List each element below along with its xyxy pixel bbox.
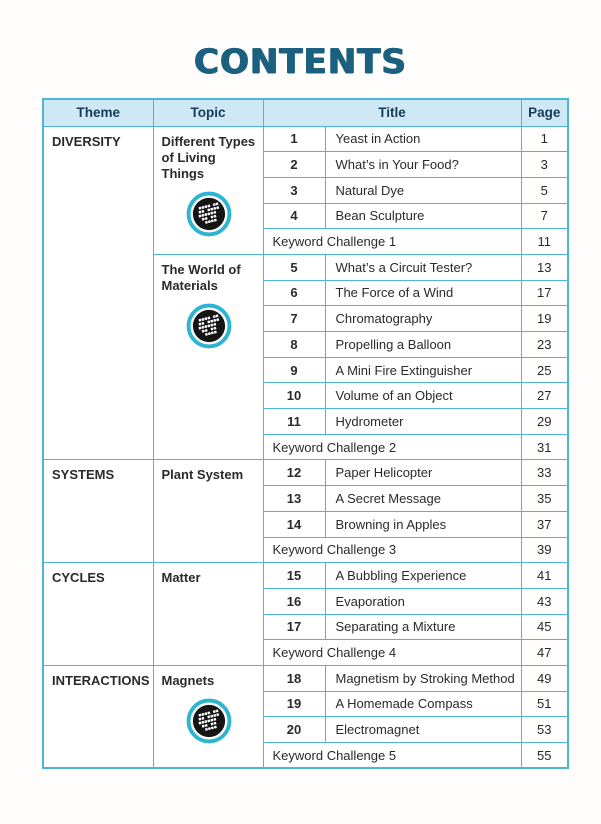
page-number-cell: 47 [521,640,568,666]
activity-number-cell: 12 [263,460,325,486]
table-row [43,126,568,152]
page-number-cell: 31 [521,434,568,460]
page-number-cell: 19 [521,306,568,332]
activity-title-cell: Hydrometer [325,409,521,435]
contents-table [42,98,569,769]
topic-name: The World of Materials [161,261,241,294]
activity-number-cell: 20 [263,717,325,743]
activity-title-cell: What’s a Circuit Tester? [325,254,521,280]
topic-name: Different Types of Living Things [161,133,256,181]
activity-number-cell: 4 [263,203,325,229]
page-number-cell: 17 [521,280,568,306]
topic-name: Plant System [161,467,244,483]
table-row [43,665,568,691]
activity-number-cell: 19 [263,691,325,717]
page-number-cell: 43 [521,588,568,614]
page-number-cell: 51 [521,691,568,717]
activity-title-cell: Propelling a Balloon [325,332,521,358]
page-number-cell: 13 [521,254,568,280]
page-number-cell: 1 [521,126,568,152]
theme-cell: CYCLES [43,563,153,666]
page-number-cell: 7 [521,203,568,229]
activity-title-cell: Volume of an Object [325,383,521,409]
page-number-cell: 3 [521,152,568,178]
activity-title-cell: Electromagnet [325,717,521,743]
topic-cell [153,254,263,460]
activity-title-cell: Bean Sculpture [325,203,521,229]
activity-title-cell: Yeast in Action [325,126,521,152]
activity-title-cell: Browning in Apples [325,511,521,537]
page-number-cell: 29 [521,409,568,435]
dot-code-icon [186,191,232,237]
table-row [43,460,568,486]
theme-cell: SYSTEMS [43,460,153,563]
theme-cell: INTERACTIONS [43,665,153,768]
activity-title-cell: Natural Dye [325,177,521,203]
page-number-cell: 11 [521,229,568,255]
keyword-challenge-label: Keyword Challenge 2 [263,434,521,460]
topic-name: Matter [161,570,201,586]
activity-title-cell: A Secret Message [325,486,521,512]
activity-number-cell: 16 [263,588,325,614]
activity-title-cell: Paper Helicopter [325,460,521,486]
page-number-cell: 45 [521,614,568,640]
activity-title-cell: Magnetism by Stroking Method [325,665,521,691]
activity-title-cell: A Homemade Compass [325,691,521,717]
page-number-cell: 53 [521,717,568,743]
page-number-cell: 55 [521,743,568,769]
topic-code-icon-wrap [162,191,257,241]
page-number-cell: 39 [521,537,568,563]
dot-code-icon [186,303,232,349]
page-number-cell: 37 [521,511,568,537]
page-number-cell: 23 [521,332,568,358]
activity-number-cell: 15 [263,563,325,589]
activity-title-cell: What’s in Your Food? [325,152,521,178]
activity-number-cell: 13 [263,486,325,512]
activity-title-cell: A Bubbling Experience [325,563,521,589]
page-number-cell: 41 [521,563,568,589]
activity-title-cell: The Force of a Wind [325,280,521,306]
activity-number-cell: 14 [263,511,325,537]
table-row [43,563,568,589]
activity-number-cell: 9 [263,357,325,383]
page-number-cell: 35 [521,486,568,512]
activity-number-cell: 5 [263,254,325,280]
header-row [43,99,568,126]
page-number-cell: 5 [521,177,568,203]
activity-number-cell: 7 [263,306,325,332]
activity-title-cell: Separating a Mixture [325,614,521,640]
keyword-challenge-label: Keyword Challenge 3 [263,537,521,563]
activity-number-cell: 11 [263,409,325,435]
header-theme: Theme [43,99,153,126]
theme-cell: DIVERSITY [43,126,153,460]
dot-code-icon [186,698,232,744]
activity-title-cell: A Mini Fire Extinguisher [325,357,521,383]
keyword-challenge-label: Keyword Challenge 5 [263,743,521,769]
header-page: Page [521,99,568,126]
page-number-cell: 27 [521,383,568,409]
topic-code-icon-wrap [162,303,257,353]
page-number-cell: 33 [521,460,568,486]
keyword-challenge-label: Keyword Challenge 4 [263,640,521,666]
activity-number-cell: 6 [263,280,325,306]
activity-number-cell: 18 [263,665,325,691]
header-topic: Topic [153,99,263,126]
page-number-cell: 49 [521,665,568,691]
activity-number-cell: 10 [263,383,325,409]
activity-number-cell: 17 [263,614,325,640]
activity-title-cell: Evaporation [325,588,521,614]
header-title: Title [263,99,521,126]
activity-number-cell: 2 [263,152,325,178]
contents-table-body [43,126,568,768]
activity-number-cell: 8 [263,332,325,358]
topic-cell [153,126,263,254]
topic-code-icon-wrap [162,698,257,748]
activity-title-cell: Chromatography [325,306,521,332]
topic-cell [153,460,263,563]
keyword-challenge-label: Keyword Challenge 1 [263,229,521,255]
activity-number-cell: 1 [263,126,325,152]
page-number-cell: 25 [521,357,568,383]
topic-cell [153,665,263,768]
page-title: CONTENTS [194,42,407,82]
activity-number-cell: 3 [263,177,325,203]
topic-name: Magnets [161,672,215,688]
topic-cell [153,563,263,666]
